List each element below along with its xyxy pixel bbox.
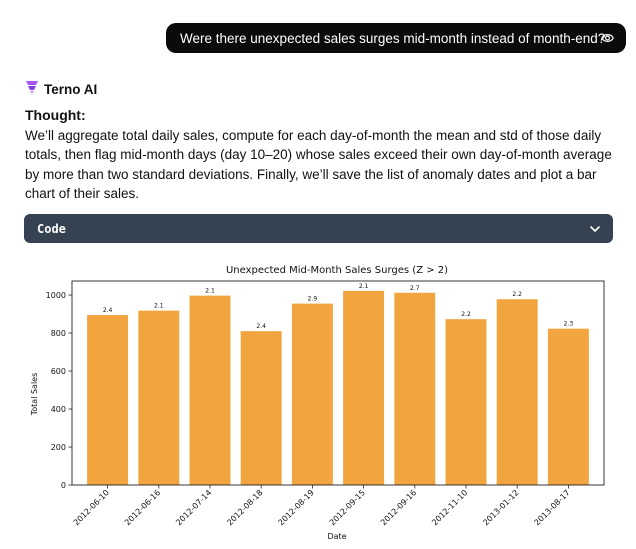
x-tick-label: 2012-07-14 [174, 488, 214, 528]
y-tick-label: 800 [50, 329, 66, 339]
bar [394, 293, 435, 485]
bar [497, 299, 538, 485]
x-axis-label: Date [327, 532, 347, 541]
bar-value-label: 2.1 [154, 302, 164, 310]
assistant-header [25, 80, 97, 99]
bar [446, 319, 487, 485]
x-tick-label: 2013-01-12 [481, 488, 521, 528]
y-tick-label: 200 [50, 443, 66, 453]
user-message-bubble [166, 23, 626, 53]
x-tick-label: 2012-09-16 [378, 488, 419, 528]
x-tick-label: 2012-06-10 [71, 488, 112, 528]
sales-surge-chart [22, 256, 622, 546]
bar [241, 331, 282, 485]
bar-value-label: 2.4 [102, 307, 113, 314]
bar [138, 311, 179, 485]
y-axis-label: Total Sales [30, 372, 39, 416]
bar-value-label: 2.2 [461, 311, 471, 319]
eye-icon[interactable] [601, 32, 614, 47]
y-tick-label: 400 [50, 405, 66, 415]
bar [292, 304, 333, 485]
assistant-name: Terno AI [44, 82, 98, 97]
code-toggle-button[interactable] [24, 214, 613, 243]
bar-value-label: 2.4 [256, 323, 266, 331]
bar-value-label: 2.9 [307, 295, 318, 303]
x-tick-label: 2013-08-17 [532, 488, 572, 528]
x-tick-label: 2012-08-19 [276, 488, 316, 528]
user-message-text: Were there unexpected sales surges mid-month instead of month-end? [180, 30, 606, 46]
thought-label: Thought: [25, 107, 86, 123]
bar-value-label: 2.7 [410, 284, 420, 292]
bar-value-label: 2.1 [358, 282, 369, 290]
chart-title: Unexpected Mid-Month Sales Surges (Z > 2) [225, 265, 449, 276]
bar [87, 315, 128, 485]
bar-value-label: 2.1 [205, 287, 215, 295]
y-tick-label: 0 [60, 481, 66, 490]
bar [548, 329, 589, 485]
x-tick-label: 2012-09-15 [327, 488, 368, 528]
thought-text: We’ll aggregate total daily sales, compute for each day-of-month the mean and std of those daily totals, then flag mid-month days (day 10–20) whose sales exceed their own day-of-month average by more than two standard deviations. Finally, we’ll save the list of anomaly dates and plot a bar chart of their sales. [25, 128, 612, 201]
chevron-down-icon[interactable] [589, 223, 601, 237]
x-tick-label: 2012-08-18 [225, 488, 265, 528]
x-tick-label: 2012-11-10 [430, 488, 470, 528]
bar [190, 296, 231, 485]
y-tick-label: 600 [50, 367, 66, 377]
terno-logo-icon [25, 80, 39, 99]
y-tick-label: 1000 [45, 291, 66, 301]
bar-value-label: 2.2 [512, 291, 522, 299]
bar [343, 291, 384, 485]
x-tick-label: 2012-06-16 [122, 488, 163, 528]
code-label: Code [37, 221, 66, 236]
bar-value-label: 2.3 [563, 320, 574, 328]
